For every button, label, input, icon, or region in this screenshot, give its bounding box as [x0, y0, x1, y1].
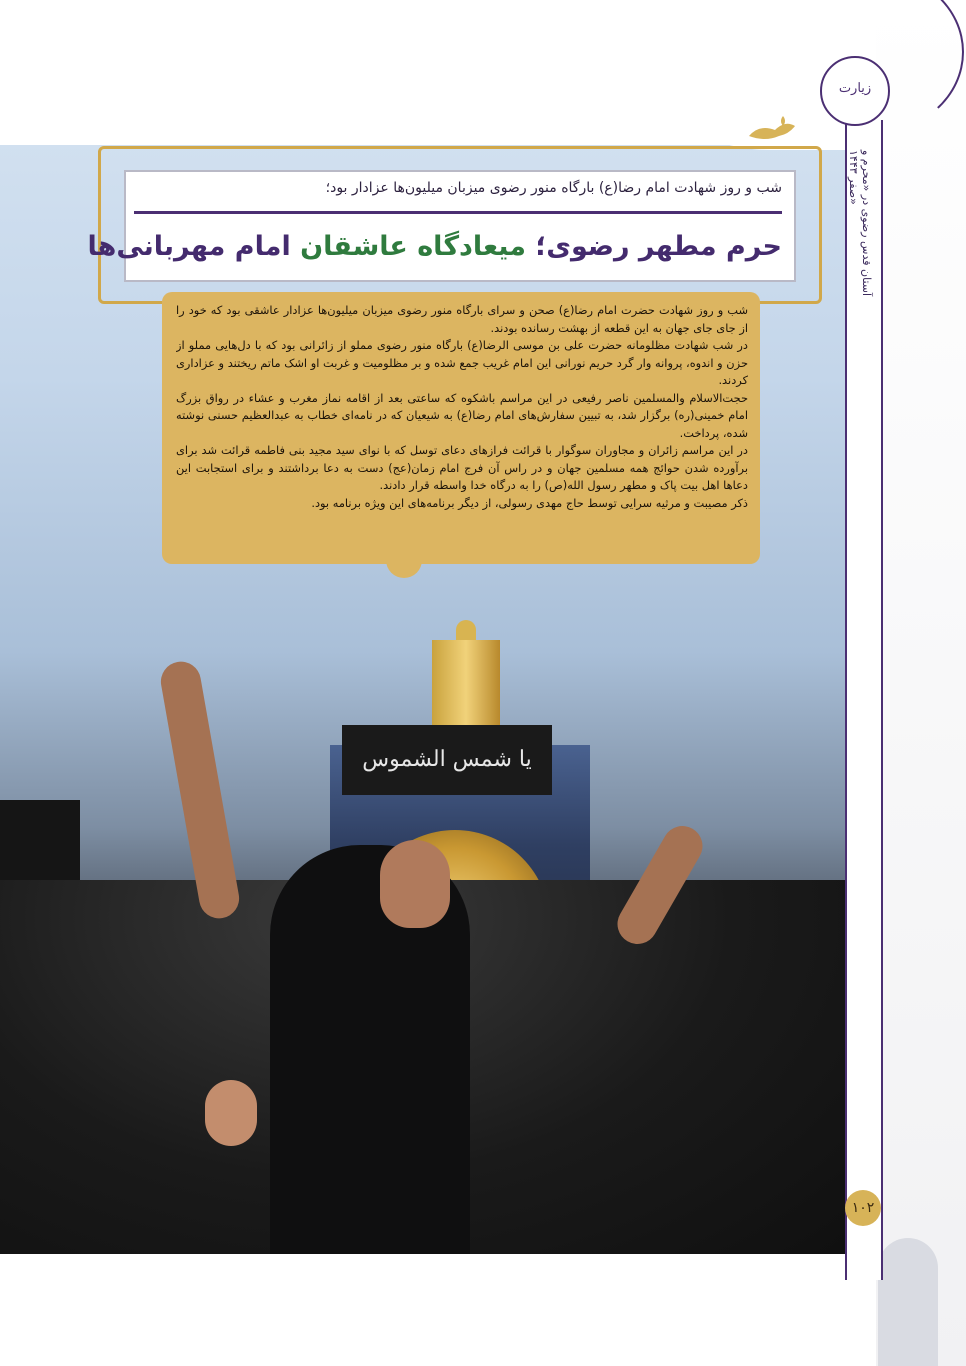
title-part3: امام مهربانی‌ها: [87, 231, 301, 262]
ribbon-bottom-tab: [878, 1238, 938, 1366]
title-divider: [134, 211, 782, 214]
article-paragraph: ذکر مصیبت و مرثیه سرایی توسط حاج مهدی رسولی، از دیگر برنامه‌های این ویژه برنامه بود.: [311, 495, 748, 510]
sidebar-text: آستان قدس رضوی در «محرم و صفر ۱۴۴۳»: [847, 150, 873, 297]
page-title: [87, 222, 782, 272]
page-number: ۱۰۲: [845, 1190, 881, 1226]
article-paragraph: شب و روز شهادت حضرت امام رضا(ع) صحن و سرای بارگاه منور رضوی میزبان میلیون‌ها عزادار عاشقی بود که خود را از جای جای جهان به این قطعه از بهشت رسانده بودند.: [176, 303, 748, 335]
article-paragraph: در شب شهادت مظلومانه حضرت علی بن موسی الرضا(ع) بارگاه منور رضوی مملو از زائرانی بود که با دل‌هایی مملو از حزن و اندوه، پروانه وار گرد حریم نورانی این امام غریب جمع شده و بر مظلومیت و غربت او اشک ماتم ریختند و عزاداری کردند.: [176, 338, 748, 387]
page-ribbon: [876, 0, 966, 1366]
mourner-face: [380, 840, 450, 928]
shrine-banner: یا شمس الشموس: [342, 725, 552, 795]
article-paragraph: در این مراسم زائران و مجاوران سوگوار با قرائت فرازهای دعای توسل که با نوای سید مجید بنی فاطمه قرائت شد برای برآورده شدن حوائج همه مسلمین جهان و در راس آن فرج امام زمان(عج) دست به دعا برداشتند و برای استجابت این دعاها اهل بیت پاک و مطهر رسول الله(ص) را به درگاه خدا واسطه قرار دادند.: [176, 443, 748, 492]
title-part1: حرم مطهر رضوی؛: [526, 231, 782, 262]
oil-lamp-icon: [745, 112, 799, 146]
article-body: [176, 302, 748, 556]
magazine-logo: زیارت: [820, 56, 890, 126]
title-accent: میعادگاه عاشقان: [300, 231, 526, 262]
article-paragraph: حجت‌الاسلام والمسلمین ناصر رفیعی در این مراسم باشکوه که ساعتی بعد از اقامه نماز مغرب و عشاء در رواق بزرگ امام خمینی(ره) برگزار شد، به تبیین سفارش‌های امام رضا(ع) به شیعیان که در نامه‌ای خطاب به عبدالعظیم حسنی نوشته شده، پرداخت.: [176, 390, 748, 440]
child-face: [205, 1080, 257, 1146]
subtitle: شب و روز شهادت امام رضا(ع) بارگاه منور رضوی میزبان میلیون‌ها عزادار بود؛: [325, 180, 782, 196]
